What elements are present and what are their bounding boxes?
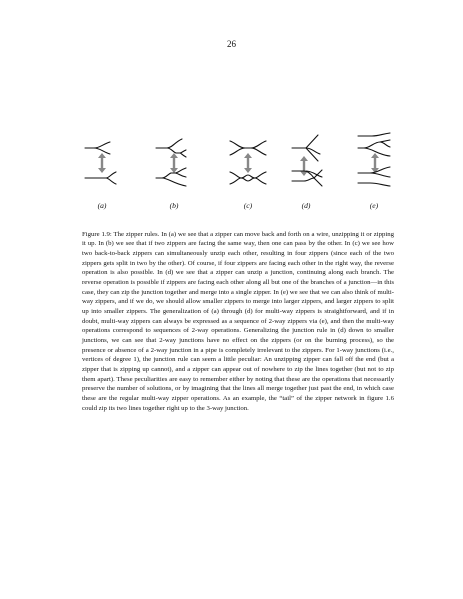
panel-label-e: (e) [369, 201, 379, 210]
page-number: 26 [227, 39, 236, 49]
panel-d-diagram [292, 135, 322, 186]
panel-b-diagram [156, 139, 186, 186]
panel-c-diagram [230, 141, 266, 184]
panel-label-c: (c) [243, 201, 253, 210]
zipper-diagrams [82, 128, 402, 200]
panel-e-diagram [358, 133, 390, 186]
zipper-rules-figure [82, 128, 402, 216]
panel-label-d: (d) [301, 201, 311, 210]
panel-a-diagram [85, 142, 116, 184]
figure-caption: Figure 1.9: The zipper rules. In (a) we see that a zipper can move back and forth on a wire, unzipping it or zipping it up. In (b) we see that if two zippers are facing the same way, then one can pass by the other. In (c) we see how two back-to-back zippers can simultaneously unzip each other, resulting in four zippers (since each of the two zippers gets split in two by the other). Of course, if four zippers are facing each other in the right way, the reverse operation is also possible. In (d) we see that a zipper can unzip a junction, continuing along each branch. The reverse operation is possible if zippers are facing each other along all but one of the branches of a junction—in this case, they can zip the junction together and merge into a single zipper. In (e) we see that we can also think of multi-way zippers, and if we do, we should allow smaller zippers to merge into larger zippers, and larger zippers to split up into smaller zippers. The generalization of (a) through (d) for multi-way zippers is straightforward, and if in doubt, multi-way zippers can always be expressed as a sequence of 2-way zippers via (e), and then the multi-way operations correspond to sequences of 2-way operations. Generalizing the junction rule in (d) down to smaller junctions, we can see that 2-way junctions have no effect on the zippers (or on the burning process), so the presence or absence of a 2-way junction in a pipe is completely irrelevant to the zippers. For 1-way junctions (i.e., vertices of degree 1), the junction rule can seem a little peculiar: An unzipping zipper can fall off the end (but a zipper that is zipping up cannot), and a zipper can appear out of nowhere to zip the lines together (but not to zip them apart). These peculiarities are easy to remember either by noting that these are the operations that necessarily preserve the number of solutions, or by imagining that the lines all merge together just past the end, in which case these are the regular multi-way zipper operations. As an example, the “tail” of the zipper network in figure 1.6 could zip its two lines together right up to the 3-way junction. [82, 230, 394, 412]
panel-label-b: (b) [169, 201, 179, 210]
panel-label-a: (a) [97, 201, 107, 210]
